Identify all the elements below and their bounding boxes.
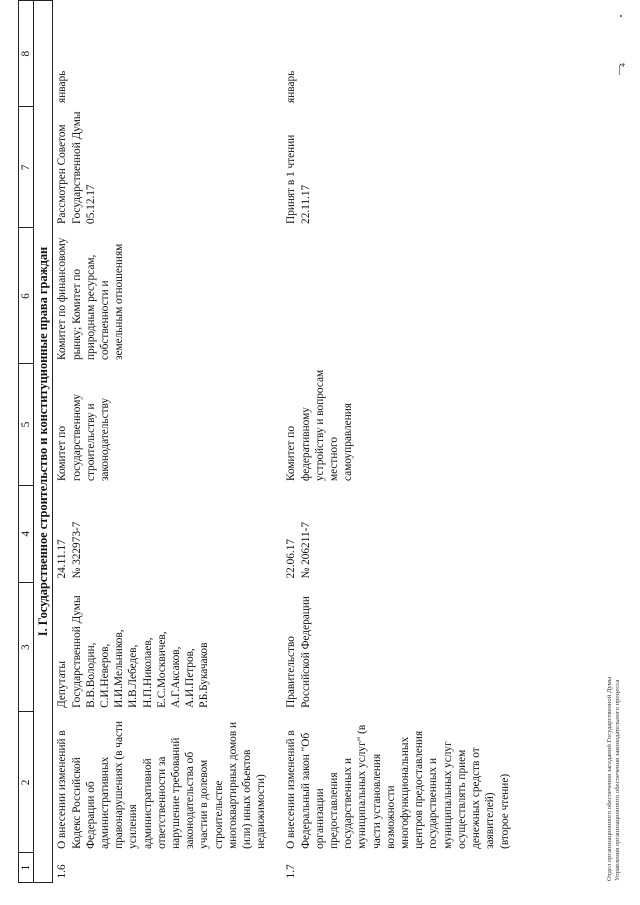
registration-info: 22.06.17 № 206211-7 (285, 522, 312, 579)
responsible-committee: Комитет по федеративному устройству и вопросам местного самоуправления (285, 369, 355, 482)
co-committees (270, 228, 513, 364)
planned-month: январь (56, 70, 69, 103)
section-row (34, 1, 53, 883)
co-committees: Комитет по финансовому рынку; Комитет по природным ресурсам, собственности и земельным отношениям (56, 237, 126, 360)
col-header-8: 8 (19, 1, 34, 107)
col-header-3: 3 (19, 583, 34, 712)
table-row (53, 1, 271, 883)
bill-title: О внесении изменений в Федеральный закон "Об организации предоставления государственных и муниципальных услуг" (в части установления возможности многофункциональных центров предоставления государственных и муниципальных услуг осуществлять прием денежных средств от заявителей) (второе чтение) (285, 724, 511, 849)
bill-status: Принят в 1 чтении 22.11.17 (285, 134, 312, 224)
footer-line-1: Отдел организационного обеспечения заседаний Государственной Думы (606, 676, 613, 881)
footer-line-2: Управления организационного обеспечения законодательного процесса (614, 679, 622, 881)
col-header-2: 2 (19, 712, 34, 853)
bill-authors: Правительство Российской Федерации (285, 596, 312, 708)
planned-month: январь (285, 70, 298, 103)
col-header-6: 6 (19, 228, 34, 364)
page-number: 4 (618, 63, 627, 67)
col-header-5: 5 (19, 364, 34, 485)
bill-table (18, 0, 514, 883)
page-footer (606, 677, 623, 881)
bill-authors: Депутаты Государственной Думы В.В.Володин, С.И.Неверов, И.И.Мельников, И.В.Лебедев, Н.П.Николаев, Е.С.Москвичев, А.Г.Аксаков, А.И.Петров, Р.Б.Букачаков (56, 595, 211, 708)
page-mark (620, 15, 622, 17)
registration-info: 24.11.17 № 322973-7 (56, 521, 83, 579)
col-header-7: 7 (19, 107, 34, 228)
table-row (270, 1, 513, 883)
column-number-row (19, 1, 34, 883)
row-number: 1.6 (56, 864, 69, 879)
col-header-4: 4 (19, 485, 34, 582)
row-number: 1.7 (285, 864, 298, 879)
section-title: I. Государственное строительство и конституционные права граждан (34, 1, 53, 883)
responsible-committee: Комитет по государственному строительству и законодательству (56, 393, 112, 482)
col-header-1: 1 (19, 853, 34, 883)
bill-status: Рассмотрен Советом Государственной Думы 05.12.17 (56, 111, 97, 224)
bill-title: О внесении изменений в Кодекс Российской Федерации об административных правонарушениях (в части усиления административной ответственности за нарушение требований законодательства об участии в долевом строительстве многоквартирных домов и (или) иных объектов недвижимости) (56, 721, 268, 849)
